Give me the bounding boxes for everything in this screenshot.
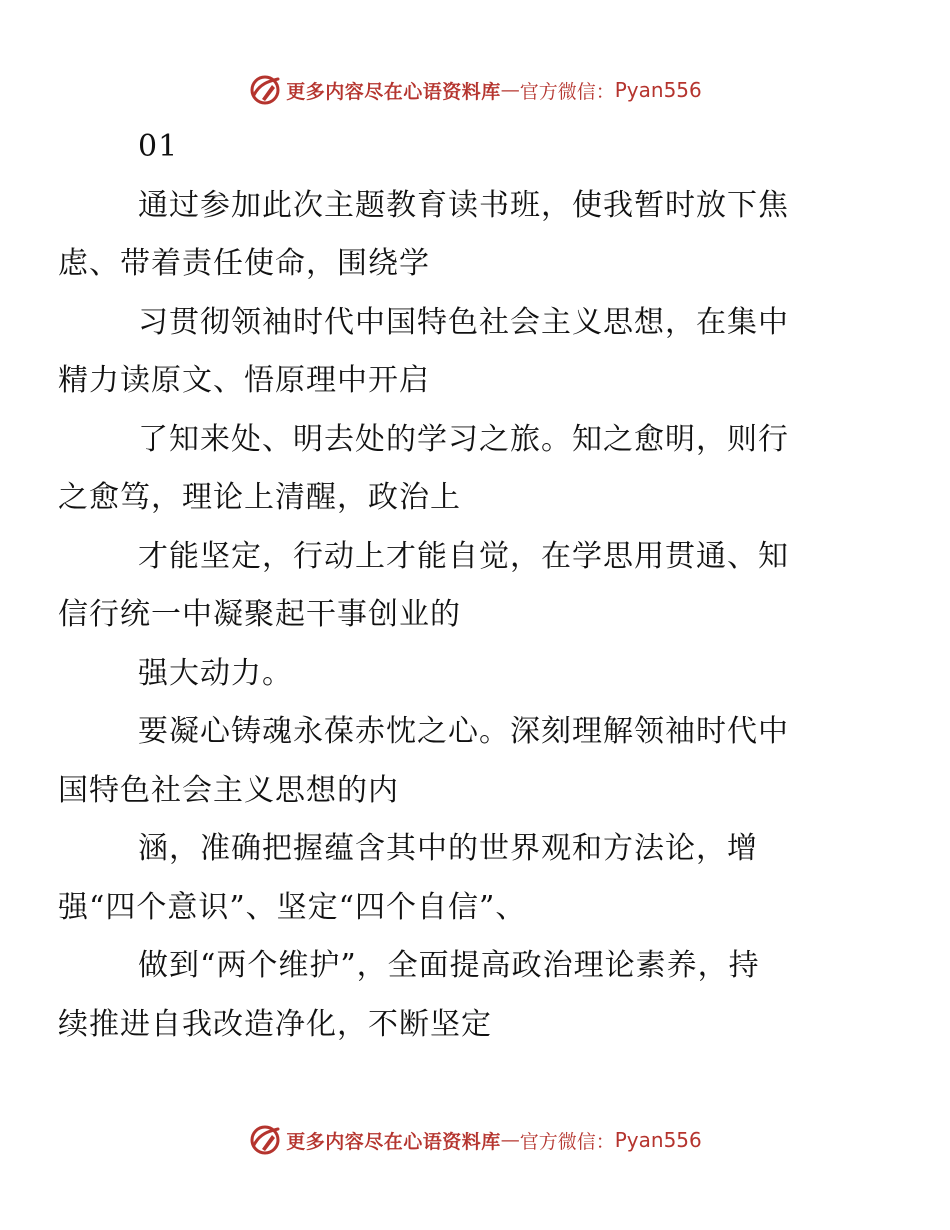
header-dash: — (500, 79, 520, 101)
header-site-text: 更多内容尽在心语资料库 (286, 80, 501, 103)
text-line: 要凝心铸魂永葆赤忱之心。深刻理解领袖时代中 (138, 714, 789, 749)
paragraph (58, 294, 868, 411)
header-banner (0, 70, 950, 110)
header-wechat-label: 官方微信： (519, 80, 615, 103)
paragraph (58, 703, 868, 820)
text-line: 习贯彻领袖时代中国特色社会主义思想，在集中 (138, 304, 789, 340)
header-wechat-id: Pyan556 (614, 78, 702, 102)
text-line: 才能坚定，行动上才能自觉，在学思用贯通、知 (138, 538, 789, 574)
logo-icon (248, 1123, 282, 1157)
footer-banner (0, 1120, 950, 1160)
text-line: 通过参加此次主题教育读书班，使我暂时放下焦 (138, 187, 789, 223)
footer-wechat-label: 官方微信： (519, 1130, 615, 1153)
text-line: 精力读原文、悟原理中开启 (58, 363, 430, 398)
paragraph (58, 820, 868, 937)
text-line: 涵，准确把握蕴含其中的世界观和方法论，增 (138, 831, 758, 866)
text-line: 续推进自我改造净化，不断坚定 (58, 1006, 492, 1042)
text-line: 之愈笃，理论上清醒，政治上 (58, 480, 461, 515)
text-line: 了知来处、明去处的学习之旅。知之愈明，则行 (138, 421, 789, 457)
footer-site-text: 更多内容尽在心语资料库 (286, 1130, 501, 1153)
text-line: 强大动力。 (138, 655, 293, 691)
text-line: 信行统一中凝聚起干事创业的 (58, 597, 461, 632)
paragraph (58, 528, 868, 645)
text-line: 做到“两个维护”，全面提高政治理论素养，持 (138, 948, 760, 983)
paragraph (58, 177, 868, 294)
paragraph (98, 645, 868, 704)
paragraph (58, 937, 868, 1054)
text-line: 01 (138, 129, 179, 164)
text-line: 国特色社会主义思想的内 (58, 772, 399, 808)
footer-dash: — (500, 1129, 520, 1151)
document-body (58, 118, 868, 1054)
text-line: 虑、带着责任使命，围绕学 (58, 246, 430, 281)
paragraph (98, 118, 868, 177)
logo-icon (248, 73, 282, 107)
paragraph (58, 411, 868, 528)
text-line: 强“四个意识”、坚定“四个自信”、 (58, 889, 527, 925)
footer-wechat-id: Pyan556 (614, 1128, 702, 1152)
